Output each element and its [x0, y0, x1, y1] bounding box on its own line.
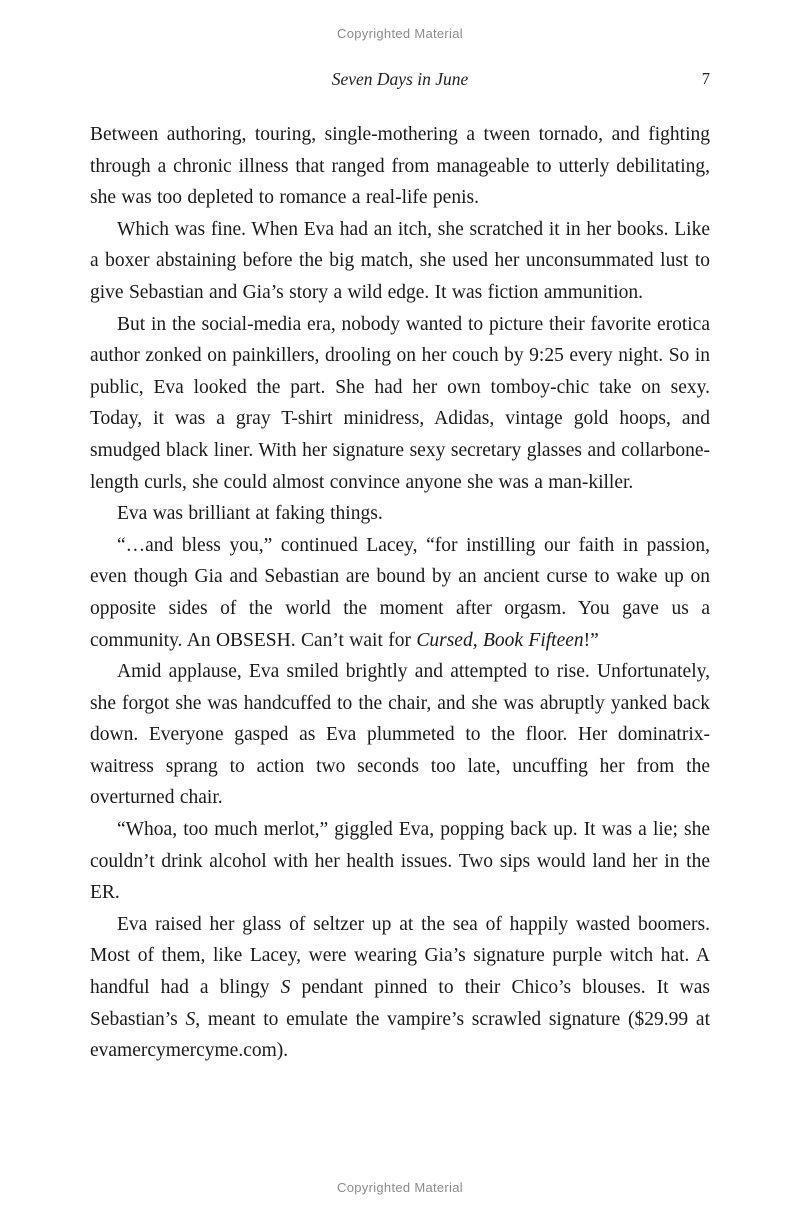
text-segment: Eva raised her glass of seltzer up at the sea of happily wasted boomers. Most of them, like Lacey, were wearing Gia’s signature purple witch hat. A handful had a blingy	[90, 913, 710, 999]
italic-text-segment: Cursed, Book Fifteen	[416, 629, 584, 651]
body-text	[90, 119, 710, 1067]
italic-text-segment: S	[185, 1008, 196, 1030]
paragraph	[90, 814, 710, 909]
italic-text-segment: S	[280, 977, 291, 999]
text-segment: Amid applause, Eva smiled brightly and attempted to rise. Unfortunately, she forgot she was handcuffed to the chair, and she was abruptly yanked back down. Everyone gasped as Eva plummeted to the floor. Her dominatrix-waitress sprang to action two seconds too late, uncuffing her from the overturned chair.	[90, 661, 710, 809]
running-title: Seven Days in June	[331, 69, 469, 89]
text-segment: “…and bless you,” continued Lacey, “for instilling our faith in passion, even though Gia and Sebastian are bound by an ancient curse to wake up on opposite sides of the world the moment after orgasm. You gave us a community. An OBSESH. Can’t wait for	[90, 534, 710, 651]
page-header	[90, 69, 710, 93]
text-segment: !”	[583, 629, 599, 651]
paragraph	[90, 119, 710, 214]
text-segment: “Whoa, too much merlot,” giggled Eva, popping back up. It was a lie; she couldn’t drink alcohol with her health issues. Two sips would land her in the ER.	[90, 819, 710, 904]
paragraph	[90, 656, 710, 814]
copyright-notice-bottom: Copyrighted Material	[337, 1180, 463, 1195]
paragraph	[90, 530, 710, 656]
text-segment: Between authoring, touring, single-mothering a tween tornado, and fighting through a chronic illness that ranged from manageable to utterly debilitating, she was too depleted to romance a real-life penis.	[90, 124, 710, 209]
copyright-notice-top: Copyrighted Material	[337, 26, 463, 41]
page-number: 7	[701, 69, 710, 88]
paragraph	[90, 498, 710, 530]
paragraph	[90, 909, 710, 1067]
text-segment: Which was fine. When Eva had an itch, she scratched it in her books. Like a boxer abstaining before the big match, she used her unconsummated lust to give Sebastian and Gia’s story a wild edge. It was fiction ammunition.	[90, 218, 710, 303]
text-segment: , meant to emulate the vampire’s scrawled signature ($29.99 at evamercymercyme.com).	[90, 1008, 710, 1062]
paragraph	[90, 214, 710, 309]
text-segment: pendant pinned to their Chico’s blouses. It was Sebastian’s	[90, 977, 710, 1030]
text-segment: Eva was brilliant at faking things.	[117, 503, 383, 525]
text-segment: But in the social-media era, nobody wanted to picture their favorite erotica author zonked on painkillers, drooling on her couch by 9:25 every night. So in public, Eva looked the part. She had her own tomboy-chic take on sexy. Today, it was a gray T-shirt minidress, Adidas, vintage gold hoops, and smudged black liner. With her signature sexy secretary glasses and collarbone-length curls, she could almost convince anyone she was a man-killer.	[90, 313, 710, 493]
paragraph	[90, 309, 710, 499]
